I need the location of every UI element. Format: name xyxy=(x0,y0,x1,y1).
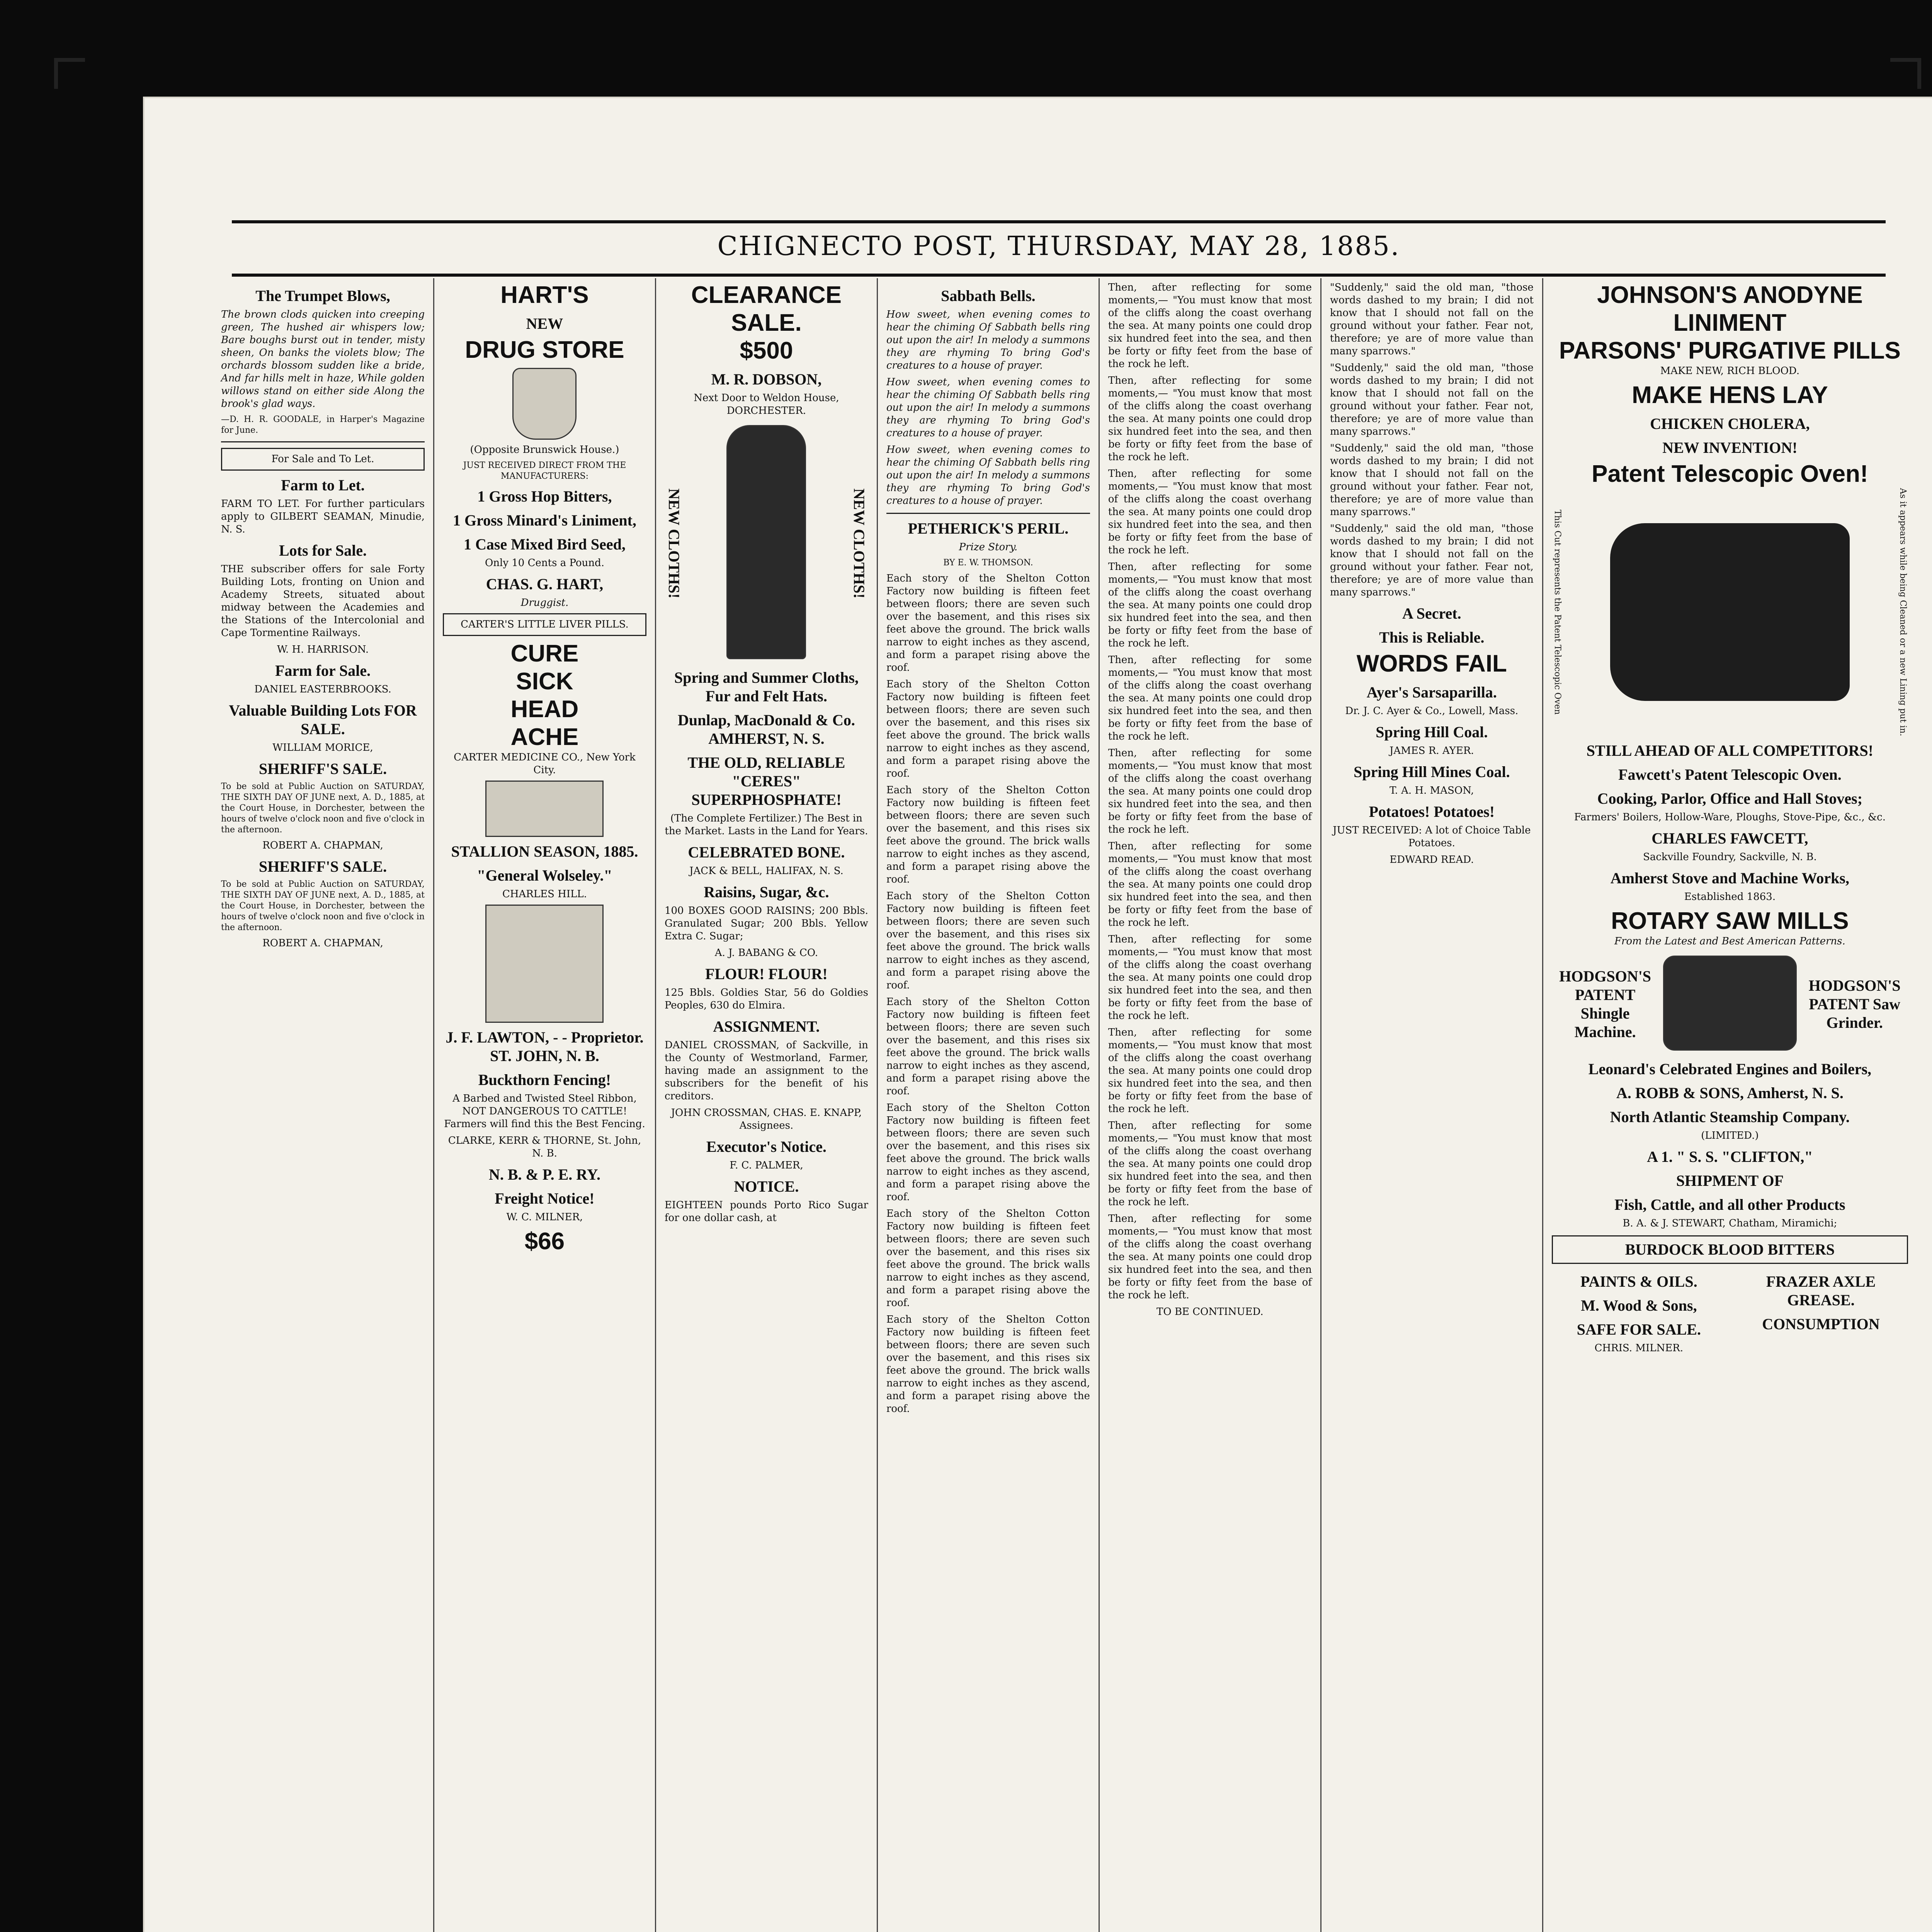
oven-side-left: This Cut represents the Patent Telescopic Oven xyxy=(1552,509,1562,715)
sabbath-title: Sabbath Bells. xyxy=(941,287,1036,304)
story-text-9: Then, after reflecting for some moments,— "You must know that most of the cliffs along the coast overhang the sea. At many points one could drop six hundred feet into the sea, and then be forty or fifty feet from the base of the rock he left. xyxy=(1108,1027,1312,1115)
new-cloths-right: NEW CLOTHS! xyxy=(850,488,868,599)
buckthorn-head: Buckthorn Fencing! xyxy=(478,1071,611,1088)
farm-sale-sign: DANIEL EASTERBROOKS. xyxy=(254,684,391,695)
sabbath-text-2: How sweet, when evening comes to hear the chiming Of Sabbath bells ring out upon the air! In melody a summons they are rhyming To bring God's creatures to a house of prayer. xyxy=(886,376,1090,439)
spring-hill-head: Spring Hill Coal. xyxy=(1376,723,1488,741)
cholera-head: CHICKEN CHOLERA, xyxy=(1650,415,1810,432)
item-1: 1 Gross Hop Bitters, xyxy=(477,488,612,505)
hens-head: MAKE HENS LAY xyxy=(1632,382,1828,408)
story-cont-2: "Suddenly," said the old man, "those words dashed to my brain; I did not know that I should not fall on the ground without your father. Fear not, therefore; ye are of more value than many sparrows." xyxy=(1330,362,1534,437)
column-6 xyxy=(1321,278,1543,1932)
bottom-ads-right xyxy=(1734,1267,1908,1359)
hodgson-right: HODGSON'S PATENT Saw Grinder. xyxy=(1808,977,1901,1032)
hart-name: CHAS. G. HART, xyxy=(486,575,604,593)
general-head: "General Wolseley." xyxy=(477,867,612,884)
potatoes-text: JUST RECEIVED: A lot of Choice Table Potatoes. xyxy=(1333,825,1531,849)
reliable-head: This is Reliable. xyxy=(1379,629,1485,646)
peril-by: BY E. W. THOMSON. xyxy=(943,558,1033,568)
fawcett-place: Sackville Foundry, Sackville, N. B. xyxy=(1643,851,1817,863)
poem-text: The brown clods quicken into creeping green, The hushed air whispers low; Bare boughs burst out in tender, misty sheen, On banks the violets blow; The orchards blossom sudden like a bride, And far hills melt in haze, While golden willows stand on either side Along the brook's glad ways. xyxy=(221,309,425,410)
cooking-head: Cooking, Parlor, Office and Hall Stoves; xyxy=(1597,790,1863,808)
secret-head: A Secret. xyxy=(1402,605,1461,622)
masthead-title: CHIGNECTO POST, THURSDAY, MAY 28, 1885. xyxy=(717,231,1400,262)
crop-mark-top-left xyxy=(54,58,85,89)
lots-head: Lots for Sale. xyxy=(279,542,367,559)
story-cont-1: "Suddenly," said the old man, "those words dashed to my brain; I did not know that I should not fall on the ground without your father. Fear not, therefore; ye are of more value than many sparrows." xyxy=(1330,282,1534,357)
parsons-sub: MAKE NEW, RICH BLOOD. xyxy=(1660,365,1800,377)
peril-text-4: Each story of the Shelton Cotton Factory now building is fifteen feet between floors; there are seven such over the basement, and this rises six feet above the ground. The brick walls narrow to eight inches as they ascend, and form a parapet rising above the roof. xyxy=(886,890,1090,991)
harts-head: HART'S xyxy=(500,282,589,308)
peril-text-2: Each story of the Shelton Cotton Factory now building is fifteen feet between floors; there are seven such over the basement, and this rises six feet above the ground. The brick walls narrow to eight inches as they ascend, and form a parapet rising above the roof. xyxy=(886,679,1090,779)
executor-head: Executor's Notice. xyxy=(706,1138,827,1155)
carters-badge: CARTER'S LITTLE LIVER PILLS. xyxy=(443,613,646,636)
clearance-head: CLEARANCE SALE. xyxy=(691,282,842,336)
column-1 xyxy=(213,278,434,1932)
oven-row xyxy=(1552,488,1908,736)
story-text-11: Then, after reflecting for some moments,— "You must know that most of the cliffs along the coast overhang the sea. At many points one could drop six hundred feet into the sea, and then be forty or fifty feet from the base of the rock he left. xyxy=(1108,1213,1312,1301)
ahead-head: STILL AHEAD OF ALL COMPETITORS! xyxy=(1586,742,1874,760)
columns xyxy=(213,278,1917,1932)
item-3: 1 Case Mixed Bird Seed, xyxy=(464,536,626,553)
oven-illustration xyxy=(1610,523,1850,701)
opposite: (Opposite Brunswick House.) xyxy=(470,444,619,456)
bottom-ads-row xyxy=(1552,1267,1908,1359)
peril-text-7: Each story of the Shelton Cotton Factory now building is fifteen feet between floors; there are seven such over the basement, and this rises six feet above the ground. The brick walls narrow to eight inches as they ascend, and form a parapet rising above the roof. xyxy=(886,1208,1090,1309)
man-illustration-row xyxy=(665,421,868,663)
building-lots-sign: WILLIAM MORICE, xyxy=(272,742,373,753)
peril-text-6: Each story of the Shelton Cotton Factory now building is fifteen feet between floors; there are seven such over the basement, and this rises six feet above the ground. The brick walls narrow to eight inches as they ascend, and form a parapet rising above the roof. xyxy=(886,1102,1090,1203)
assignment-head: ASSIGNMENT. xyxy=(713,1018,820,1035)
eighteen-text: EIGHTEEN pounds Porto Rico Sugar for one dollar cash, at xyxy=(664,1199,868,1224)
divider xyxy=(886,513,1090,514)
druggist: Druggist. xyxy=(520,597,569,609)
farm-let-text: FARM TO LET. For further particulars apply to GILBERT SEAMAN, Minudie, N. S. xyxy=(221,498,425,535)
freight-head: Freight Notice! xyxy=(495,1190,595,1207)
rotary-sub: From the Latest and Best American Patterns. xyxy=(1614,935,1845,947)
limited: (LIMITED.) xyxy=(1701,1130,1759,1142)
mason-sign: T. A. H. MASON, xyxy=(1389,785,1474,796)
newspaper-page xyxy=(143,97,1932,1932)
raisins-text: 100 BOXES GOOD RAISINS; 200 Bbls. Granulated Sugar; 200 Bbls. Yellow Extra C. Sugar; xyxy=(664,905,868,942)
hodgson-left: HODGSON'S PATENT Shingle Machine. xyxy=(1559,968,1651,1041)
railway: N. B. & P. E. RY. xyxy=(488,1166,600,1183)
column-5 xyxy=(1100,278,1321,1932)
man-illustration xyxy=(726,425,806,659)
farm-sale-head: Farm for Sale. xyxy=(275,662,371,679)
robb-sign: A. ROBB & SONS, Amherst, N. S. xyxy=(1616,1084,1844,1102)
clifton-head: A 1. " S. S. "CLIFTON," xyxy=(1647,1148,1813,1166)
drug-store-head: DRUG STORE xyxy=(465,337,624,363)
established: Established 1863. xyxy=(1684,891,1776,903)
peril-text-5: Each story of the Shelton Cotton Factory now building is fifteen feet between floors; there are seven such over the basement, and this rises six feet above the ground. The brick walls narrow to eight inches as they ascend, and form a parapet rising above the roof. xyxy=(886,996,1090,1097)
buckthorn-sub: A Barbed and Twisted Steel Ribbon, NOT DANGEROUS TO CATTLE! Farmers will find this the Best Fencing. xyxy=(444,1093,645,1130)
johnson-head: JOHNSON'S ANODYNE LINIMENT xyxy=(1597,282,1863,336)
masthead xyxy=(232,220,1886,277)
sheriff2-sign: ROBERT A. CHAPMAN, xyxy=(262,937,383,949)
dunlap-head: Dunlap, MacDonald & Co. AMHERST, N. S. xyxy=(677,711,855,747)
flour-head: FLOUR! FLOUR! xyxy=(705,965,828,983)
received: JUST RECEIVED DIRECT FROM THE MANUFACTURERS: xyxy=(463,461,626,481)
peril-text-8: Each story of the Shelton Cotton Factory now building is fifteen feet between floors; there are seven such over the basement, and this rises six feet above the ground. The brick walls narrow to eight inches as they ascend, and form a parapet rising above the roof. xyxy=(886,1314,1090,1415)
story-text-6: Then, after reflecting for some moments,— "You must know that most of the cliffs along the coast overhang the sea. At many points one could drop six hundred feet into the sea, and then be forty or fifty feet from the base of the rock he left. xyxy=(1108,747,1312,835)
raisins-head: Raisins, Sugar, &c. xyxy=(704,883,829,901)
cure: CURE xyxy=(510,640,579,667)
sabbath-text-3: How sweet, when evening comes to hear the chiming Of Sabbath bells ring out upon the air! In melody a summons they are rhyming To bring God's creatures to a house of prayer. xyxy=(886,444,1090,507)
dobson-head: M. R. DOBSON, xyxy=(711,371,822,388)
building-lots-head: Valuable Building Lots FOR SALE. xyxy=(229,702,417,738)
safe-head: SAFE FOR SALE. xyxy=(1577,1321,1701,1338)
jack-bell: JACK & BELL, HALIFAX, N. S. xyxy=(689,865,844,877)
stewart-sign: B. A. & J. STEWART, Chatham, Miramichi; xyxy=(1622,1218,1837,1230)
babang-sign: A. J. BABANG & CO. xyxy=(714,947,818,959)
story-text-4: Then, after reflecting for some moments,— "You must know that most of the cliffs along the coast overhang the sea. At many points one could drop six hundred feet into the sea, and then be forty or fifty feet from the base of the rock he left. xyxy=(1108,561,1312,649)
story-text-8: Then, after reflecting for some moments,— "You must know that most of the cliffs along the coast overhang the sea. At many points one could drop six hundred feet into the sea, and then be forty or fifty feet from the base of the rock he left. xyxy=(1108,934,1312,1022)
mines-head: Spring Hill Mines Coal. xyxy=(1354,763,1510,781)
invention-head: NEW INVENTION! xyxy=(1662,439,1798,456)
charles-hill: CHARLES HILL. xyxy=(502,888,587,900)
continued: TO BE CONTINUED. xyxy=(1156,1306,1264,1318)
spring-hill-sign: JAMES R. AYER. xyxy=(1389,745,1474,757)
words-fail: WORDS FAIL xyxy=(1356,650,1507,677)
peril-head: PETHERICK'S PERIL. xyxy=(908,520,1069,537)
read-sign: EDWARD READ. xyxy=(1389,854,1474,866)
frazer-head: FRAZER AXLE GREASE. xyxy=(1766,1273,1876,1309)
burdock-badge: BURDOCK BLOOD BITTERS xyxy=(1552,1235,1908,1264)
sheriff-sign: ROBERT A. CHAPMAN, xyxy=(262,840,383,851)
wood-sign: M. Wood & Sons, xyxy=(1581,1297,1697,1315)
peril-text-3: Each story of the Shelton Cotton Factory now building is fifteen feet between floors; there are seven such over the basement, and this rises six feet above the ground. The brick walls narrow to eight inches as they ascend, and form a parapet rising above the roof. xyxy=(886,784,1090,885)
milner-sign: CHRIS. MILNER. xyxy=(1594,1342,1684,1354)
atlantic-head: North Atlantic Steamship Company. xyxy=(1610,1108,1850,1126)
new-cloths-left: NEW CLOTHS! xyxy=(665,488,683,599)
engine-row xyxy=(1552,952,1908,1054)
column-7 xyxy=(1543,278,1917,1932)
shipment-head: SHIPMENT OF xyxy=(1676,1172,1784,1190)
story-text-1: Then, after reflecting for some moments,— "You must know that most of the cliffs along the coast overhang the sea. At many points one could drop six hundred feet into the sea, and then be forty or fifty feet from the base of the rock he left. xyxy=(1108,282,1312,370)
sheriff2-head: SHERIFF'S SALE. xyxy=(259,858,387,875)
peril-text: Each story of the Shelton Cotton Factory now building is fifteen feet between floors; there are seven such over the basement, and this rises six feet above the ground. The brick walls narrow to eight inches as they ascend, and form a parapet rising above the roof. xyxy=(886,573,1090,673)
dobson-sub: Next Door to Weldon House, DORCHESTER. xyxy=(694,392,839,417)
leonard-head: Leonard's Celebrated Engines and Boilers, xyxy=(1588,1060,1872,1078)
ache: ACHE xyxy=(510,724,579,750)
divider xyxy=(221,441,425,442)
bottom-ads-left xyxy=(1552,1267,1726,1359)
ayers-head: Ayer's Sarsaparilla. xyxy=(1366,684,1497,701)
bone-head: CELEBRATED BONE. xyxy=(688,844,845,861)
rotary-head: ROTARY SAW MILLS xyxy=(1611,908,1849,935)
sheriff-text: To be sold at Public Auction on SATURDAY, THE SIXTH DAY OF JUNE next, A. D., 1885, at the Court House, in Dorchester, between the hours of twelve o'clock noon and five o'clock in the afternoon. xyxy=(221,782,425,835)
ceres-sub: (The Complete Fertilizer.) The Best in the Market. Lasts in the Land for Years. xyxy=(665,813,868,837)
parsons-head: PARSONS' PURGATIVE PILLS xyxy=(1559,337,1901,364)
fawcett-head: Fawcett's Patent Telescopic Oven. xyxy=(1618,766,1842,784)
notice-head: NOTICE. xyxy=(734,1178,799,1195)
column-4 xyxy=(878,278,1100,1932)
assignees: JOHN CROSSMAN, CHAS. E. KNAPP, Assignees. xyxy=(671,1107,862,1131)
story-text-10: Then, after reflecting for some moments,— "You must know that most of the cliffs along the coast overhang the sea. At many points one could drop six hundred feet into the sea, and then be forty or fifty feet from the base of the rock he left. xyxy=(1108,1120,1312,1208)
story-text-7: Then, after reflecting for some moments,— "You must know that most of the cliffs along the coast overhang the sea. At many points one could drop six hundred feet into the sea, and then be forty or fifty feet from the base of the rock he left. xyxy=(1108,840,1312,929)
sheriff2-text: To be sold at Public Auction on SATURDAY, THE SIXTH DAY OF JUNE next, A. D., 1885, at the Court House, in Dorchester, between the hours of twelve o'clock noon and five o'clock in the afternoon. xyxy=(221,879,425,932)
flour-text: 125 Bbls. Goldies Star, 56 do Goldies Peoples, 630 do Elmira. xyxy=(664,987,868,1011)
carter-company: CARTER MEDICINE CO., New York City. xyxy=(454,752,636,776)
freight-sign: W. C. MILNER, xyxy=(506,1211,583,1223)
assignment-text: DANIEL CROSSMAN, of Sackville, in the County of Westmorland, Farmer, having made an assignment to the subscribers for the benefit of his creditors. xyxy=(664,1039,868,1102)
consumption-head: CONSUMPTION xyxy=(1762,1315,1880,1333)
crop-mark-top-right xyxy=(1890,58,1921,89)
story-cont-4: "Suddenly," said the old man, "those words dashed to my brain; I did not know that I should not fall on the ground without your father. Fear not, therefore; ye are of more value than many sparrows." xyxy=(1330,523,1534,598)
executor-sign: F. C. PALMER, xyxy=(730,1160,803,1171)
paints-head: PAINTS & OILS. xyxy=(1580,1273,1697,1291)
lots-sign: W. H. HARRISON. xyxy=(277,644,369,655)
farm-let-head: Farm to Let. xyxy=(281,476,365,494)
ayer-co: Dr. J. C. Ayer & Co., Lowell, Mass. xyxy=(1345,705,1519,717)
clearance-price: $500 xyxy=(740,337,793,364)
story-cont-3: "Suddenly," said the old man, "those words dashed to my brain; I did not know that I should not fall on the ground without your father. Fear not, therefore; ye are of more value than many sparrows." xyxy=(1330,442,1534,518)
fish-head: Fish, Cattle, and all other Products xyxy=(1614,1196,1845,1214)
horse-illustration xyxy=(485,781,604,837)
clarke: CLARKE, KERR & THORNE, St. John, N. B. xyxy=(448,1135,641,1159)
oven-side-right: As it appears while being Cleaned or a new Lining put in. xyxy=(1898,488,1908,736)
mortar-pestle-icon xyxy=(512,368,577,440)
story-text-2: Then, after reflecting for some moments,— "You must know that most of the cliffs along the coast overhang the sea. At many points one could drop six hundred feet into the sea, and then be forty or fifty feet from the base of the rock he left. xyxy=(1108,375,1312,463)
item-2: 1 Gross Minard's Liniment, xyxy=(453,512,636,529)
sheriff-head: SHERIFF'S SALE. xyxy=(259,760,387,777)
fence-illustration xyxy=(485,905,604,1023)
amherst-head: Amherst Stove and Machine Works, xyxy=(1610,869,1849,887)
story-text-3: Then, after reflecting for some moments,— "You must know that most of the cliffs along the coast overhang the sea. At many points one could drop six hundred feet into the sea, and then be forty or fifty feet from the base of the rock he left. xyxy=(1108,468,1312,556)
spring-head: Spring and Summer Cloths, Fur and Felt Hats. xyxy=(674,669,859,705)
fawcett-sign: CHARLES FAWCETT, xyxy=(1651,830,1808,847)
stallion-head: STALLION SEASON, 1885. xyxy=(451,843,638,860)
column-3 xyxy=(656,278,878,1932)
engine-illustration xyxy=(1663,956,1797,1051)
harts-sub: NEW xyxy=(526,315,563,332)
sabbath-text: How sweet, when evening comes to hear the chiming Of Sabbath bells ring out upon the air! In melody a summons they are rhyming To bring God's creatures to a house of prayer. xyxy=(886,309,1090,371)
sick: SICK xyxy=(516,668,573,695)
lawton-head: J. F. LAWTON, - - Proprietor. ST. JOHN, N. B. xyxy=(446,1029,644,1065)
potatoes-head: Potatoes! Potatoes! xyxy=(1369,803,1495,820)
oven-head: Patent Telescopic Oven! xyxy=(1592,461,1868,487)
for-sale-box: For Sale and To Let. xyxy=(221,448,425,471)
head: HEAD xyxy=(510,696,579,723)
lots-text: THE subscriber offers for sale Forty Building Lots, fronting on Union and Academy Streets, situated about midway between the Academies and the Stations of the Intercolonial and Cape Tormentine Railways. xyxy=(221,563,425,639)
cooking-sub: Farmers' Boilers, Hollow-Ware, Ploughs, Stove-Pipe, &c., &c. xyxy=(1574,811,1886,823)
poem-credit: —D. H. R. GOODALE, in Harper's Magazine for June. xyxy=(221,415,425,435)
ceres-head: THE OLD, RELIABLE "CERES" SUPERPHOSPHATE! xyxy=(687,754,845,808)
story-text-5: Then, after reflecting for some moments,— "You must know that most of the cliffs along the coast overhang the sea. At many points one could drop six hundred feet into the sea, and then be forty or fifty feet from the base of the rock he left. xyxy=(1108,654,1312,742)
poem-title: The Trumpet Blows, xyxy=(255,287,390,304)
cents: Only 10 Cents a Pound. xyxy=(485,557,604,569)
ad-price: $66 xyxy=(524,1228,565,1255)
column-2 xyxy=(434,278,656,1932)
peril-sub: Prize Story. xyxy=(959,541,1018,553)
